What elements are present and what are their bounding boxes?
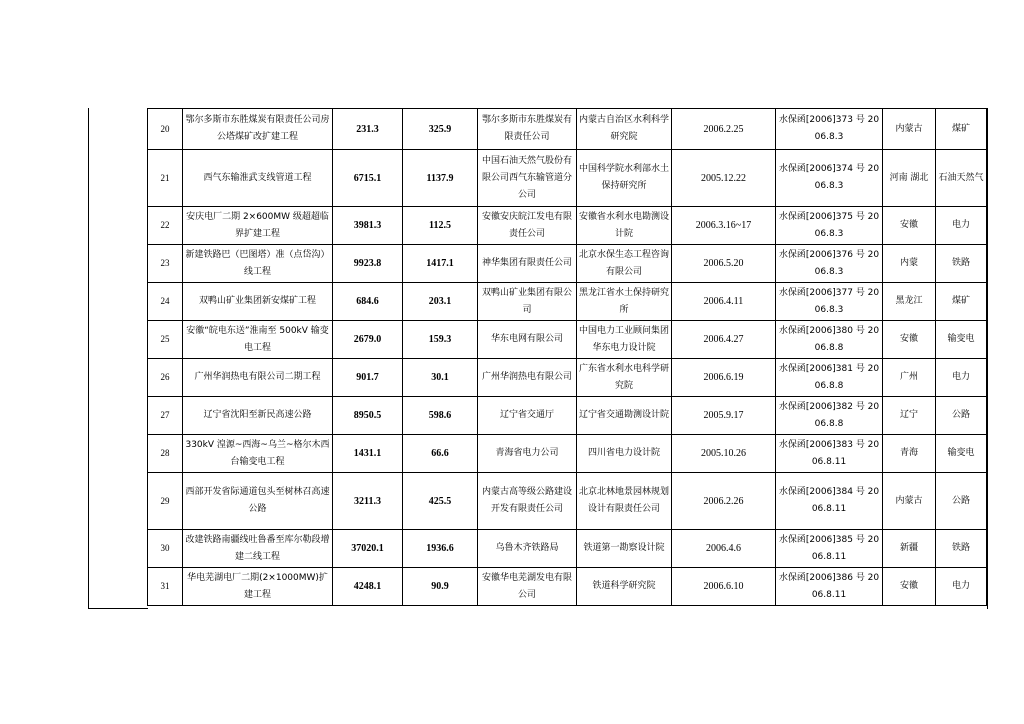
cell-approval-doc: 水保函[2006]374 号 2006.8.3 xyxy=(776,150,883,207)
table-row xyxy=(148,397,987,435)
cell-date: 2006.4.27 xyxy=(672,321,776,359)
cell-project-name: 西部开发省际通道包头至树林召高速公路 xyxy=(183,473,333,530)
cell-project-name: 华电芜湖电厂二期(2×1000MW)扩建工程 xyxy=(183,568,333,606)
cell-construction-unit: 华东电网有限公司 xyxy=(478,321,577,359)
cell-investment: 1431.1 xyxy=(333,435,403,473)
cell-approval-doc: 水保函[2006]373 号 2006.8.3 xyxy=(776,109,883,150)
cell-investment: 8950.5 xyxy=(333,397,403,435)
cell-investment: 37020.1 xyxy=(333,530,403,568)
table-row xyxy=(148,109,987,150)
cell-industry: 电力 xyxy=(936,568,987,606)
cell-approval-doc: 水保函[2006]375 号 2006.8.3 xyxy=(776,207,883,245)
cell-industry: 铁路 xyxy=(936,530,987,568)
cell-compiling-unit: 中国科学院水利部水土保持研究所 xyxy=(577,150,672,207)
cell-compiling-unit: 铁道科学研究院 xyxy=(577,568,672,606)
cell-region: 河南 湖北 xyxy=(883,150,936,207)
cell-soil-conservation-cost: 425.5 xyxy=(403,473,478,530)
cell-region: 青海 xyxy=(883,435,936,473)
cell-compiling-unit: 中国电力工业顾问集团华东电力设计院 xyxy=(577,321,672,359)
cell-soil-conservation-cost: 203.1 xyxy=(403,283,478,321)
cell-date: 2006.4.6 xyxy=(672,530,776,568)
cell-approval-doc: 水保函[2006]383 号 2006.8.11 xyxy=(776,435,883,473)
cell-construction-unit: 广州华润热电有限公司 xyxy=(478,359,577,397)
cell-compiling-unit: 安徽省水利水电勘测设计院 xyxy=(577,207,672,245)
table-row xyxy=(148,435,987,473)
cell-compiling-unit: 四川省电力设计院 xyxy=(577,435,672,473)
cell-date: 2006.6.10 xyxy=(672,568,776,606)
cell-project-name: 新建铁路巴（巴图塔）准（点岱沟）线工程 xyxy=(183,245,333,283)
cell-date: 2006.2.26 xyxy=(672,473,776,530)
cell-project-name: 鄂尔多斯市东胜煤炭有限责任公司房公塔煤矿改扩建工程 xyxy=(183,109,333,150)
cell-project-name: 广州华润热电有限公司二期工程 xyxy=(183,359,333,397)
cell-approval-doc: 水保函[2006]376 号 2006.8.3 xyxy=(776,245,883,283)
cell-approval-doc: 水保函[2006]381 号 2006.8.8 xyxy=(776,359,883,397)
cell-no: 29 xyxy=(148,473,183,530)
cell-investment: 684.6 xyxy=(333,283,403,321)
cell-region: 安徽 xyxy=(883,568,936,606)
cell-industry: 煤矿 xyxy=(936,109,987,150)
cell-compiling-unit: 黑龙江省水土保持研究所 xyxy=(577,283,672,321)
cell-date: 2006.3.16~17 xyxy=(672,207,776,245)
cell-construction-unit: 双鸭山矿业集团有限公司 xyxy=(478,283,577,321)
cell-region: 内蒙古 xyxy=(883,109,936,150)
cell-construction-unit: 安徽华电芜湖发电有限公司 xyxy=(478,568,577,606)
cell-industry: 公路 xyxy=(936,397,987,435)
cell-project-name: 330kV 湟源~西海~乌兰~格尔木西台输变电工程 xyxy=(183,435,333,473)
cell-construction-unit: 神华集团有限责任公司 xyxy=(478,245,577,283)
cell-project-name: 西气东输淮武支线管道工程 xyxy=(183,150,333,207)
cell-soil-conservation-cost: 90.9 xyxy=(403,568,478,606)
cell-region: 广州 xyxy=(883,359,936,397)
cell-soil-conservation-cost: 1936.6 xyxy=(403,530,478,568)
cell-no: 23 xyxy=(148,245,183,283)
table-row xyxy=(148,359,987,397)
cell-date: 2005.10.26 xyxy=(672,435,776,473)
cell-region: 黑龙江 xyxy=(883,283,936,321)
cell-construction-unit: 青海省电力公司 xyxy=(478,435,577,473)
cell-region: 内蒙 xyxy=(883,245,936,283)
cell-approval-doc: 水保函[2006]382 号 2006.8.8 xyxy=(776,397,883,435)
table-row xyxy=(148,568,987,606)
cell-industry: 公路 xyxy=(936,473,987,530)
cell-date: 2005.12.22 xyxy=(672,150,776,207)
cell-investment: 2679.0 xyxy=(333,321,403,359)
cell-no: 24 xyxy=(148,283,183,321)
cell-soil-conservation-cost: 112.5 xyxy=(403,207,478,245)
cell-project-name: 改建铁路南疆线吐鲁番至库尔勒段增建二线工程 xyxy=(183,530,333,568)
cell-investment: 901.7 xyxy=(333,359,403,397)
cell-region: 辽宁 xyxy=(883,397,936,435)
cell-date: 2006.2.25 xyxy=(672,109,776,150)
project-approval-table xyxy=(147,108,987,606)
cell-compiling-unit: 铁道第一勘察设计院 xyxy=(577,530,672,568)
cell-industry: 输变电 xyxy=(936,435,987,473)
table-row xyxy=(148,283,987,321)
cell-soil-conservation-cost: 66.6 xyxy=(403,435,478,473)
cell-industry: 铁路 xyxy=(936,245,987,283)
cell-approval-doc: 水保函[2006]384 号 2006.8.11 xyxy=(776,473,883,530)
cell-industry: 石油天然气 xyxy=(936,150,987,207)
cell-soil-conservation-cost: 598.6 xyxy=(403,397,478,435)
cell-compiling-unit: 北京水保生态工程咨询有限公司 xyxy=(577,245,672,283)
cell-approval-doc: 水保函[2006]386 号 2006.8.11 xyxy=(776,568,883,606)
cell-region: 安徽 xyxy=(883,321,936,359)
cell-date: 2006.6.19 xyxy=(672,359,776,397)
cell-construction-unit: 辽宁省交通厅 xyxy=(478,397,577,435)
cell-approval-doc: 水保函[2006]380 号 2006.8.8 xyxy=(776,321,883,359)
cell-project-name: 辽宁省沈阳至新民高速公路 xyxy=(183,397,333,435)
cell-construction-unit: 鄂尔多斯市东胜煤炭有限责任公司 xyxy=(478,109,577,150)
cell-no: 30 xyxy=(148,530,183,568)
cell-region: 内蒙古 xyxy=(883,473,936,530)
cell-compiling-unit: 广东省水利水电科学研究院 xyxy=(577,359,672,397)
cell-approval-doc: 水保函[2006]377 号 2006.8.3 xyxy=(776,283,883,321)
cell-region: 安徽 xyxy=(883,207,936,245)
cell-no: 26 xyxy=(148,359,183,397)
table-row xyxy=(148,245,987,283)
table-row xyxy=(148,530,987,568)
table-row xyxy=(148,473,987,530)
cell-no: 28 xyxy=(148,435,183,473)
cell-investment: 9923.8 xyxy=(333,245,403,283)
cell-no: 27 xyxy=(148,397,183,435)
table-row xyxy=(148,150,987,207)
cell-region: 新疆 xyxy=(883,530,936,568)
cell-investment: 6715.1 xyxy=(333,150,403,207)
cell-soil-conservation-cost: 30.1 xyxy=(403,359,478,397)
frame-bottom-rule xyxy=(88,608,148,609)
cell-date: 2006.5.20 xyxy=(672,245,776,283)
cell-investment: 4248.1 xyxy=(333,568,403,606)
cell-no: 21 xyxy=(148,150,183,207)
cell-investment: 3211.3 xyxy=(333,473,403,530)
table-body xyxy=(148,109,987,606)
cell-investment: 3981.3 xyxy=(333,207,403,245)
cell-construction-unit: 乌鲁木齐铁路局 xyxy=(478,530,577,568)
cell-compiling-unit: 内蒙古自治区水利科学研究院 xyxy=(577,109,672,150)
cell-project-name: 双鸭山矿业集团新安煤矿工程 xyxy=(183,283,333,321)
cell-soil-conservation-cost: 1137.9 xyxy=(403,150,478,207)
cell-date: 2006.4.11 xyxy=(672,283,776,321)
cell-industry: 煤矿 xyxy=(936,283,987,321)
cell-compiling-unit: 辽宁省交通勘测设计院 xyxy=(577,397,672,435)
cell-no: 31 xyxy=(148,568,183,606)
cell-no: 20 xyxy=(148,109,183,150)
table-row xyxy=(148,321,987,359)
cell-soil-conservation-cost: 325.9 xyxy=(403,109,478,150)
cell-construction-unit: 中国石油天然气股份有限公司西气东输管道分公司 xyxy=(478,150,577,207)
cell-no: 22 xyxy=(148,207,183,245)
cell-investment: 231.3 xyxy=(333,109,403,150)
cell-construction-unit: 内蒙古高等级公路建设开发有限责任公司 xyxy=(478,473,577,530)
cell-date: 2005.9.17 xyxy=(672,397,776,435)
cell-industry: 输变电 xyxy=(936,321,987,359)
cell-industry: 电力 xyxy=(936,207,987,245)
cell-approval-doc: 水保函[2006]385 号 2006.8.11 xyxy=(776,530,883,568)
cell-soil-conservation-cost: 159.3 xyxy=(403,321,478,359)
table-row xyxy=(148,207,987,245)
cell-project-name: 安徽“皖电东送”淮南至 500kV 输变电工程 xyxy=(183,321,333,359)
cell-industry: 电力 xyxy=(936,359,987,397)
cell-construction-unit: 安徽安庆皖江发电有限责任公司 xyxy=(478,207,577,245)
cell-no: 25 xyxy=(148,321,183,359)
cell-project-name: 安庆电厂二期 2×600MW 级超超临界扩建工程 xyxy=(183,207,333,245)
cell-compiling-unit: 北京北林地景园林规划设计有限责任公司 xyxy=(577,473,672,530)
cell-soil-conservation-cost: 1417.1 xyxy=(403,245,478,283)
